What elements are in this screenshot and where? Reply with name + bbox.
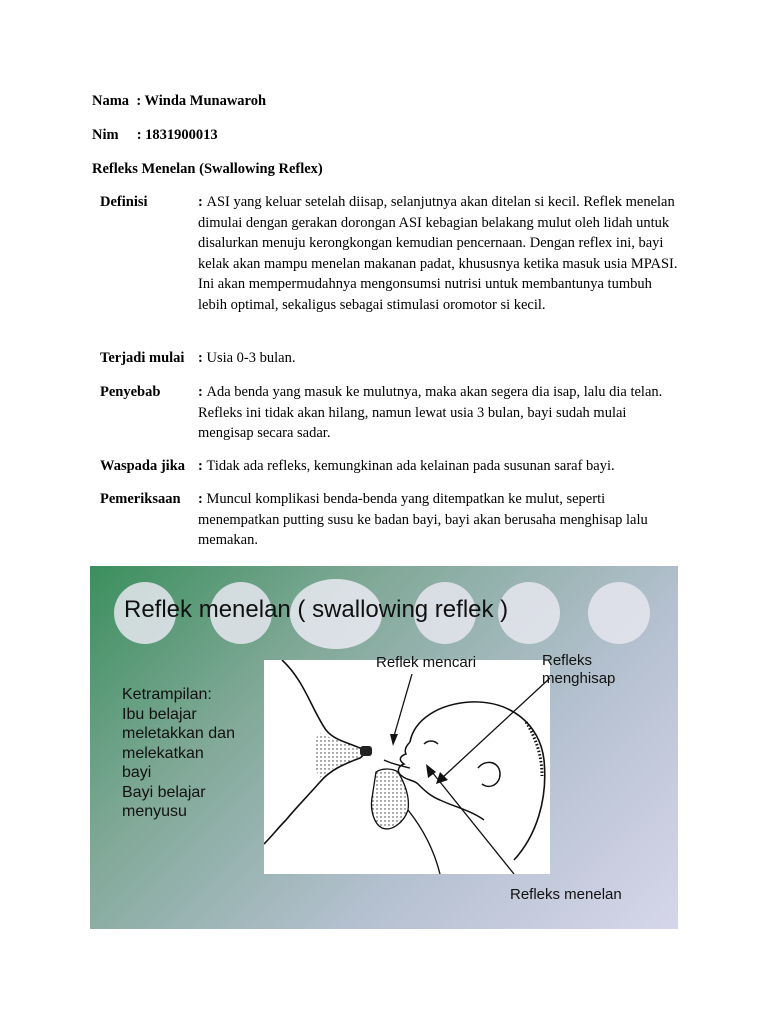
nipple xyxy=(360,746,372,756)
nim-value: : 1831900013 xyxy=(136,127,218,143)
label-refleks-menghisap-2: menghisap xyxy=(542,670,616,687)
slide-title: Reflek menelan ( swallowing reflek ) xyxy=(124,596,509,623)
document-title: Refleks Menelan (Swallowing Reflex) xyxy=(92,161,323,177)
skill-line: melekatkan xyxy=(122,744,204,762)
nama-label: Nama xyxy=(92,93,130,109)
skill-line: Ibu belajar xyxy=(122,705,197,723)
arrow-menelan xyxy=(432,772,514,874)
row-label-pemeriksaan: Pemeriksaan xyxy=(100,491,181,507)
label-refleks-menelan: Refleks menelan xyxy=(510,886,622,903)
nama-value: : Winda Munawaroh xyxy=(136,93,267,109)
swallowing-reflex-slide xyxy=(90,566,678,929)
row-label-definisi: Definisi xyxy=(100,194,148,210)
baby-mouth xyxy=(384,760,410,768)
label-refleks-menghisap-1: Refleks xyxy=(542,652,593,669)
skill-line: meletakkan dan xyxy=(122,725,235,742)
nim-line xyxy=(92,127,218,144)
skill-line: Ketrampilan: xyxy=(122,686,212,703)
label-reflek-mencari: Reflek mencari xyxy=(376,654,477,671)
skill-line: menyusu xyxy=(122,803,187,820)
deco-circle xyxy=(588,582,650,644)
skill-line: bayi xyxy=(122,764,152,781)
row-text-pemeriksaan: : Muncul komplikasi benda-benda yang ditempatkan ke mulut, seperti menempatkan putting susu ke badan bayi, bayi akan berusaha menghisap lalu memakan. xyxy=(198,491,648,548)
row-label-terjadi: Terjadi mulai xyxy=(100,350,185,366)
arrow-menghisap xyxy=(442,678,550,778)
row-text-definisi: : ASI yang keluar setelah diisap, selanjutnya akan ditelan si kecil. Reflek menelan dimulai dengan gerakan dorongan ASI kebagian belakang mulut oleh lidah untuk disalurkan menuju kerongkongan kemudian pencernaan. Dengan reflex ini, bayi kelak akan mampu menelan makanan padat, khususnya ketika masuk usia MPASI. Ini akan mempermudahnya mengonsumsi nutrisi untuk membantunya tumbuh lebih optimal, sekaligus sebagai stimulasi oromotor si kecil. xyxy=(198,194,678,313)
baby-ear xyxy=(478,762,500,786)
row-text-penyebab: : Ada benda yang masuk ke mulutnya, maka akan segera dia isap, lalu dia telan. Refleks ini tidak akan hilang, namun lewat usia 3 bulan, bayi sudah mulai mengisap secara sadar. xyxy=(198,384,663,441)
arrow-mencari-head xyxy=(390,734,398,746)
breastfeeding-drawing xyxy=(264,660,550,874)
row-text-waspada: : Tidak ada refleks, kemungkinan ada kelainan pada susunan saraf bayi. xyxy=(198,458,615,474)
row-label-waspada: Waspada jika xyxy=(100,458,186,474)
skill-line: Bayi belajar xyxy=(122,783,206,801)
nama-line xyxy=(92,93,266,110)
baby-chin xyxy=(371,769,408,829)
skill-text xyxy=(122,685,235,822)
body-line xyxy=(408,810,440,874)
breastfeeding-illustration xyxy=(264,660,550,874)
row-label-penyebab: Penyebab xyxy=(100,384,161,400)
baby-head xyxy=(410,702,545,860)
baby-eye xyxy=(424,741,438,744)
arrow-mencari xyxy=(394,674,412,736)
row-text-terjadi: : Usia 0-3 bulan. xyxy=(198,350,296,366)
nim-label: Nim xyxy=(92,127,119,143)
